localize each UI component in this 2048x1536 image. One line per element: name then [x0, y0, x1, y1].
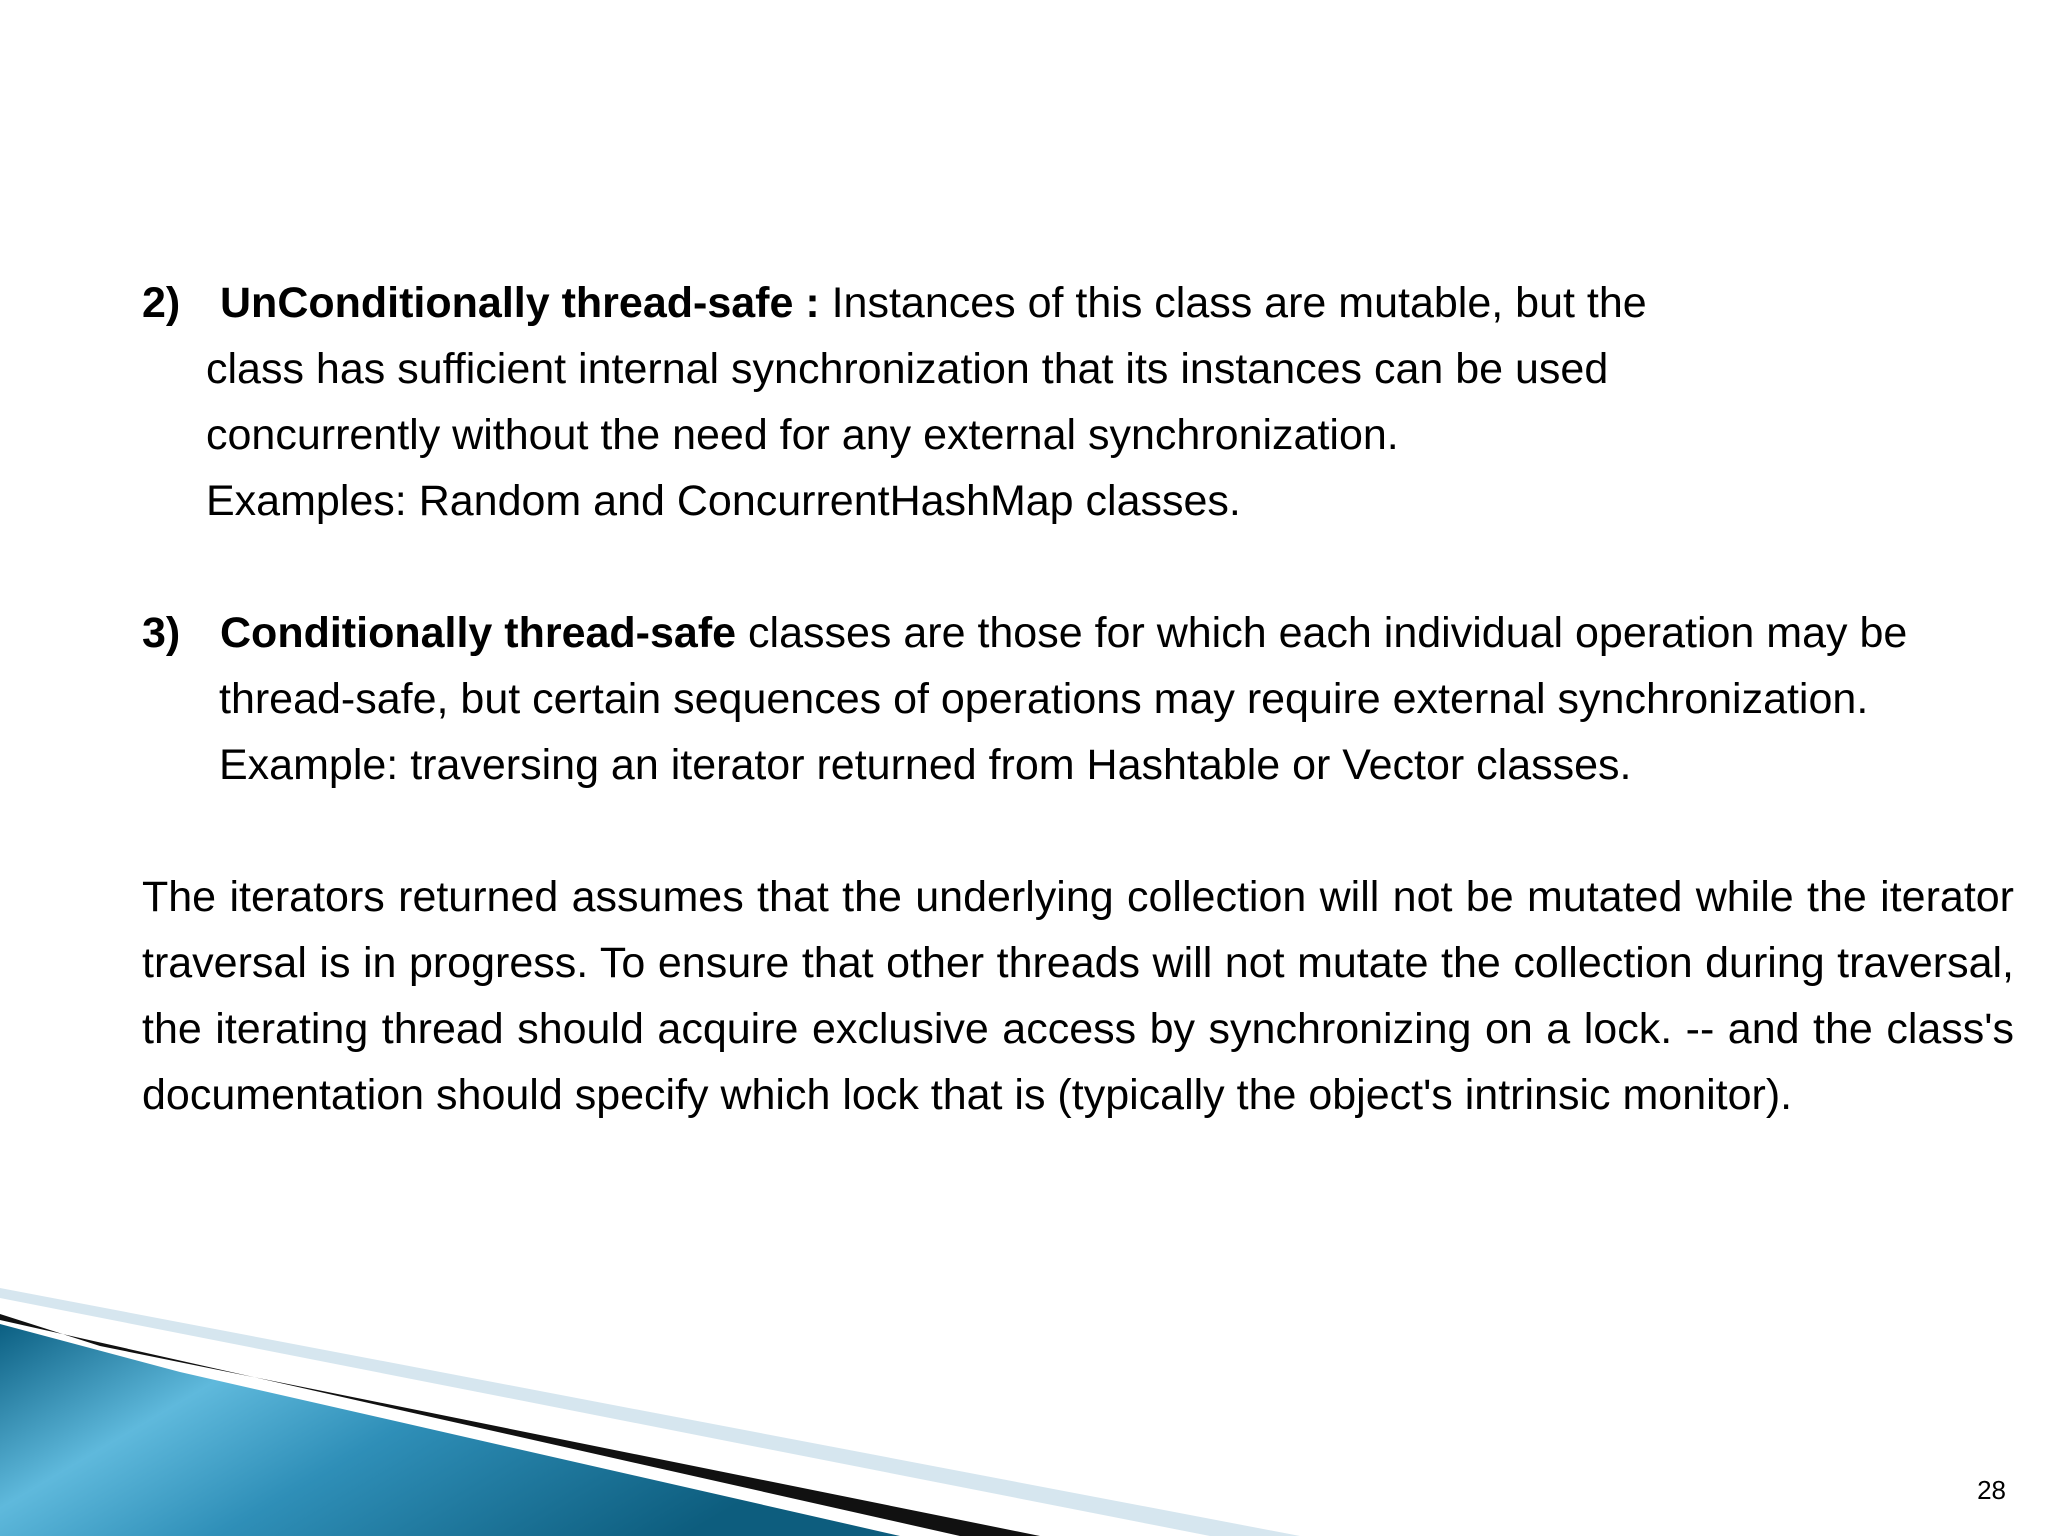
- list-item-2-line: class has sufficient internal synchronization that its instances can be used: [206, 345, 1609, 393]
- list-item-2: [142, 270, 2014, 534]
- list-item-2-number: 2): [142, 279, 181, 327]
- list-item-3-first-line: [142, 600, 2014, 666]
- list-item-2-text: Instances of this class are mutable, but the: [819, 279, 1647, 327]
- swoosh-blue-band: [0, 1324, 900, 1536]
- slide-body: [142, 270, 2014, 1128]
- decorative-swoosh: [0, 1280, 1300, 1536]
- list-item-2-line: Examples: Random and ConcurrentHashMap classes.: [206, 477, 1241, 525]
- list-item-2-line: concurrently without the need for any external synchronization.: [206, 411, 1399, 459]
- list-item-2-first-line: [142, 270, 2014, 336]
- list-item-3-line: thread-safe, but certain sequences of operations may require external synchronization.: [219, 675, 1869, 723]
- list-item-2-term: UnConditionally thread-safe :: [220, 279, 820, 327]
- list-item-3-term: Conditionally thread-safe: [220, 609, 737, 657]
- list-item-3-line: Example: traversing an iterator returned from Hashtable or Vector classes.: [219, 741, 1632, 789]
- list-item-3-number: 3): [142, 609, 181, 657]
- page-number: 28: [1977, 1475, 2006, 1505]
- body-paragraph: The iterators returned assumes that the underlying collection will not be mutated while the iterator traversal is in progress. To ensure that other threads will not mutate the collection during traversal, the iterating thread should acquire exclusive access by synchronizing on a lock. -- and the class's documentation should specify which lock that is (typically the object's intrinsic monitor).: [142, 873, 2014, 1119]
- list-item-3-text: classes are those for which each individual operation may be: [736, 609, 1908, 657]
- list-item-3: [142, 600, 2014, 798]
